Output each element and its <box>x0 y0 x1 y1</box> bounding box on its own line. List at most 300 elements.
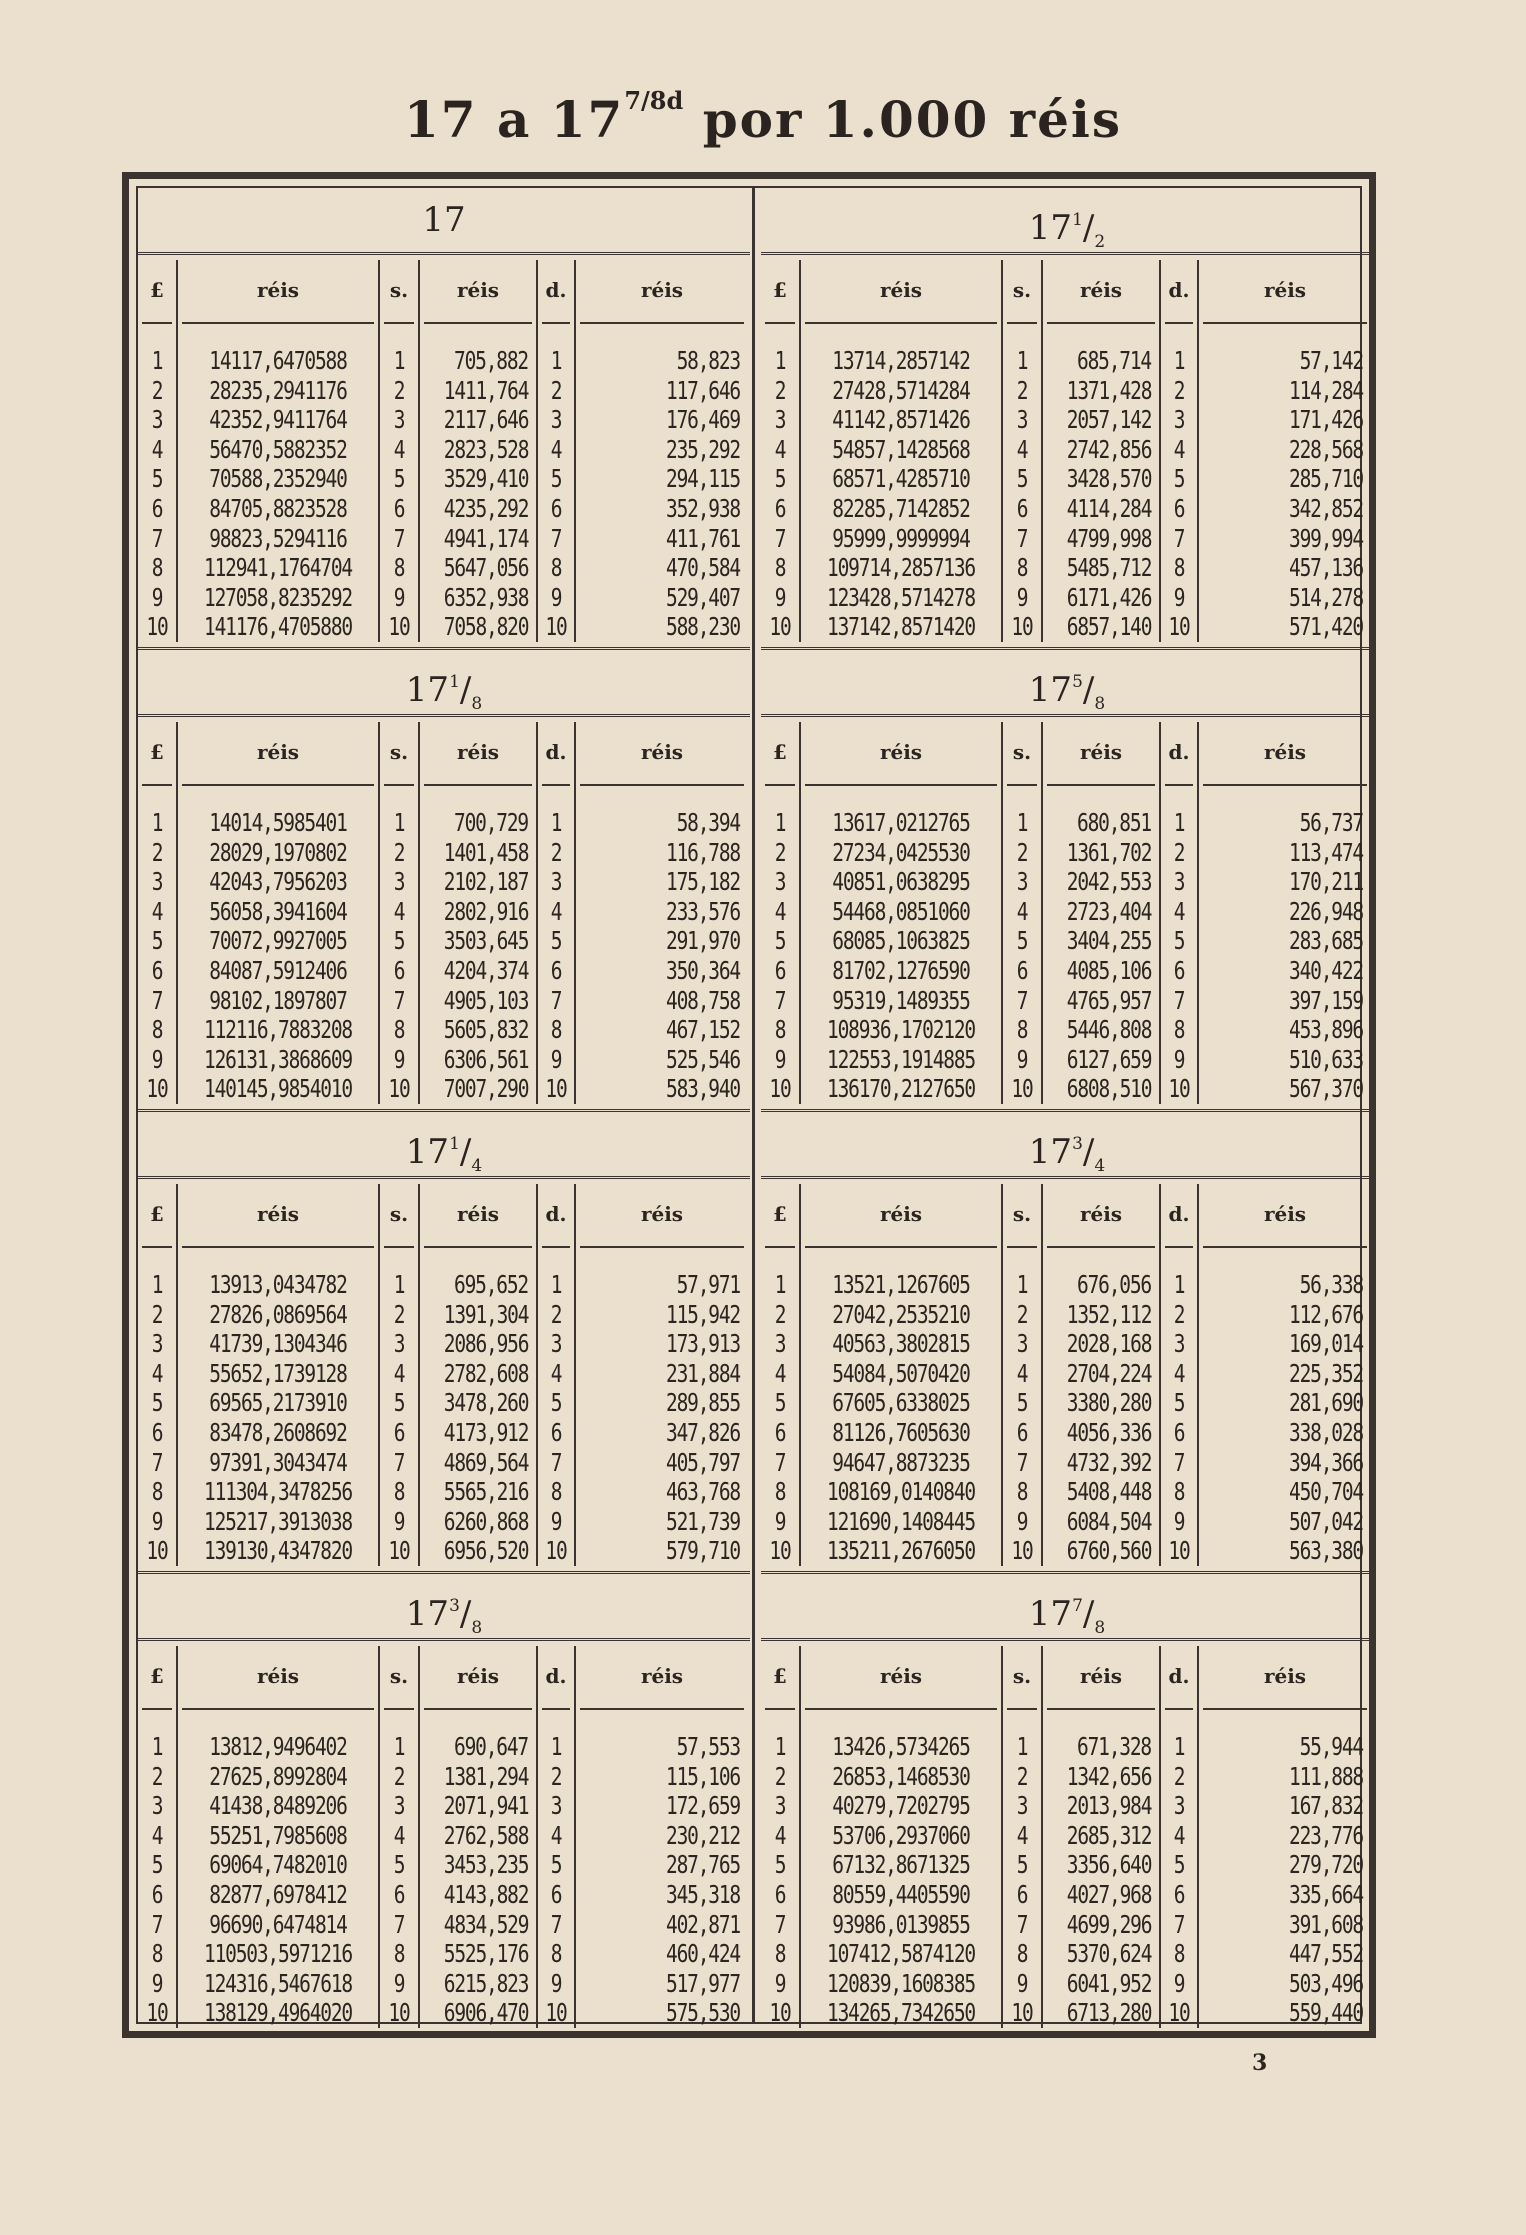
row-index: 5 <box>774 926 786 956</box>
reis-value: 55251,7985608 <box>209 1820 347 1850</box>
rate-block-header <box>138 1112 750 1179</box>
row-index: 5 <box>1173 1850 1185 1880</box>
rate-block-header <box>761 188 1373 255</box>
reis-value: 335,664 <box>1289 1880 1363 1909</box>
table-row <box>761 1732 1373 1762</box>
reis-value: 82877,6978412 <box>209 1880 347 1909</box>
reis-value: 3529,410 <box>443 464 529 494</box>
row-index: 9 <box>1016 582 1028 612</box>
row-index: 5 <box>393 464 405 494</box>
table-row <box>761 956 1373 986</box>
row-index: 5 <box>550 926 562 956</box>
rate-block <box>138 1112 750 1574</box>
reis-value: 281,690 <box>1289 1388 1363 1418</box>
reis-value: 82285,7142852 <box>832 494 970 523</box>
rate-frac-slash: / <box>1082 670 1095 710</box>
table-row <box>138 524 750 554</box>
reis-value: 399,994 <box>1289 523 1363 553</box>
reis-value: 467,152 <box>666 1015 740 1045</box>
rate-block <box>138 188 750 650</box>
column-heading-rule <box>424 1708 532 1710</box>
table-row <box>761 1536 1373 1566</box>
table-row <box>138 1507 750 1537</box>
reis-value: 27625,8992804 <box>209 1761 347 1791</box>
row-index: 9 <box>774 582 786 612</box>
row-index: 7 <box>151 1909 163 1939</box>
reis-value: 123428,5714278 <box>827 582 975 612</box>
reis-value: 4143,882 <box>443 1880 529 1909</box>
row-index: 8 <box>1016 1015 1028 1045</box>
column-heading-rule <box>765 322 795 324</box>
reis-value: 13714,2857142 <box>832 346 970 375</box>
row-index: 5 <box>1173 464 1185 494</box>
reis-value: 127058,8235292 <box>204 582 352 612</box>
reis-value: 294,115 <box>666 464 740 494</box>
row-index: 2 <box>151 375 163 405</box>
row-index: 8 <box>393 553 405 583</box>
row-index: 6 <box>393 1418 405 1447</box>
reis-value: 112116,7883208 <box>204 1015 352 1045</box>
row-index: 9 <box>1173 1506 1185 1536</box>
reis-value: 235,292 <box>666 434 740 464</box>
row-index: 3 <box>393 405 405 435</box>
table-row <box>138 1821 750 1851</box>
column-heading-rule <box>1203 1246 1367 1248</box>
rate-frac-denominator: 8 <box>471 1618 483 1638</box>
row-index: 7 <box>550 985 562 1015</box>
table-row <box>138 1880 750 1910</box>
reis-value: 55652,1739128 <box>209 1358 347 1388</box>
column-heading-rule <box>542 1246 570 1248</box>
reis-value: 167,832 <box>1289 1791 1363 1821</box>
row-index: 1 <box>1173 1270 1185 1299</box>
reis-value: 140145,9854010 <box>204 1074 352 1104</box>
row-index: 1 <box>1173 808 1185 837</box>
reis-value: 70072,9927005 <box>209 926 347 956</box>
table-row <box>138 1762 750 1792</box>
reis-value: 4056,336 <box>1066 1418 1152 1447</box>
row-index: 4 <box>1016 1820 1028 1850</box>
reis-value: 529,407 <box>666 582 740 612</box>
row-index: 2 <box>393 837 405 867</box>
reis-value: 6760,560 <box>1066 1536 1152 1566</box>
column-heading-rule <box>182 1246 374 1248</box>
table-row <box>138 464 750 494</box>
table-row <box>138 1448 750 1478</box>
table-row <box>761 494 1373 524</box>
row-index: 4 <box>151 1820 163 1850</box>
reis-value: 5565,216 <box>443 1477 529 1507</box>
reis-value: 6808,510 <box>1066 1074 1152 1104</box>
reis-value: 55,944 <box>1299 1732 1363 1761</box>
row-index: 10 <box>769 1074 791 1104</box>
row-index: 5 <box>1016 926 1028 956</box>
column-heading-rule <box>384 1246 414 1248</box>
row-index: 6 <box>1016 1880 1028 1909</box>
reis-value: 5525,176 <box>443 1939 529 1969</box>
reis-value: 6857,140 <box>1066 612 1152 642</box>
rate-whole: 17 <box>1028 670 1073 710</box>
table-row <box>138 897 750 927</box>
row-index: 8 <box>550 1015 562 1045</box>
reis-value: 96690,6474814 <box>209 1909 347 1939</box>
row-index: 4 <box>550 1820 562 1850</box>
row-index: 10 <box>545 1998 567 2028</box>
rate-block-header <box>761 1112 1373 1179</box>
row-index: 8 <box>774 1015 786 1045</box>
column-heading-rule <box>424 784 532 786</box>
reis-value: 136170,2127650 <box>827 1074 975 1104</box>
page-number: 3 <box>1252 2050 1268 2076</box>
reis-value: 4799,998 <box>1066 523 1152 553</box>
row-index: 9 <box>151 582 163 612</box>
reis-value: 57,142 <box>1299 346 1363 375</box>
rate-frac-denominator: 4 <box>471 1156 483 1176</box>
row-index: 7 <box>1016 1909 1028 1939</box>
row-index: 10 <box>388 1998 410 2028</box>
reis-value: 81126,7605630 <box>832 1418 970 1447</box>
reis-value: 463,768 <box>666 1477 740 1507</box>
table-row <box>761 1300 1373 1330</box>
row-index: 8 <box>550 553 562 583</box>
row-index: 8 <box>774 1939 786 1969</box>
reis-value: 27826,0869564 <box>209 1299 347 1329</box>
table-row <box>761 1074 1373 1104</box>
reis-value: 4027,968 <box>1066 1880 1152 1909</box>
row-index: 10 <box>1168 1536 1190 1566</box>
row-index: 7 <box>151 523 163 553</box>
column-heading-rule <box>1047 322 1155 324</box>
column-heading-rule <box>384 1708 414 1710</box>
rate-block <box>761 188 1373 650</box>
table-row <box>138 376 750 406</box>
table-row <box>761 1762 1373 1792</box>
row-index: 8 <box>393 1015 405 1045</box>
column-heading-rule <box>542 1708 570 1710</box>
row-index: 7 <box>393 1909 405 1939</box>
column-heading: réis <box>456 1664 500 1688</box>
reis-value: 173,913 <box>666 1329 740 1359</box>
column-heading-rule <box>765 1708 795 1710</box>
row-index: 3 <box>1016 867 1028 897</box>
reis-value: 228,568 <box>1289 434 1363 464</box>
reis-value: 2102,187 <box>443 867 529 897</box>
row-index: 1 <box>1016 1732 1028 1761</box>
reis-value: 4869,564 <box>443 1447 529 1477</box>
rate-whole: 17 <box>422 200 466 240</box>
reis-value: 2742,856 <box>1066 434 1152 464</box>
rate-whole: 17 <box>1028 1132 1073 1172</box>
reis-value: 41142,8571426 <box>832 405 970 435</box>
row-index: 10 <box>388 612 410 642</box>
column-heading: réis <box>879 740 923 764</box>
row-index: 6 <box>550 1418 562 1447</box>
reis-value: 109714,2857136 <box>827 553 975 583</box>
rate-frac-numerator: 1 <box>449 672 460 692</box>
column-heading-rule <box>182 322 374 324</box>
table-row <box>761 1880 1373 1910</box>
table-row <box>138 1045 750 1075</box>
reis-value: 95999,9999994 <box>832 523 970 553</box>
reis-value: 6084,504 <box>1066 1506 1152 1536</box>
reis-value: 289,855 <box>666 1388 740 1418</box>
row-index: 4 <box>774 434 786 464</box>
row-index: 1 <box>1173 346 1185 375</box>
table-row <box>138 346 750 376</box>
table-row <box>138 1536 750 1566</box>
column-heading: réis <box>879 1202 923 1226</box>
column-heading: d. <box>545 278 567 302</box>
row-index: 10 <box>545 612 567 642</box>
reis-value: 4732,392 <box>1066 1447 1152 1477</box>
reis-value: 97391,3043474 <box>209 1447 347 1477</box>
row-index: 10 <box>1011 612 1033 642</box>
reis-value: 6306,561 <box>443 1044 529 1074</box>
row-index: 1 <box>393 1270 405 1299</box>
reis-value: 53706,2937060 <box>832 1820 970 1850</box>
table-row <box>761 1418 1373 1448</box>
reis-value: 402,871 <box>666 1909 740 1939</box>
reis-value: 4834,529 <box>443 1909 529 1939</box>
reis-value: 2042,553 <box>1066 867 1152 897</box>
reis-value: 14117,6470588 <box>209 346 347 375</box>
column-heading: réis <box>256 1664 300 1688</box>
reis-value: 68085,1063825 <box>832 926 970 956</box>
reis-value: 98102,1897807 <box>209 985 347 1015</box>
reis-value: 67605,6338025 <box>832 1388 970 1418</box>
row-index: 2 <box>1173 837 1185 867</box>
table-row <box>761 1388 1373 1418</box>
row-index: 1 <box>393 346 405 375</box>
table-row <box>138 1388 750 1418</box>
reis-value: 391,608 <box>1289 1909 1363 1939</box>
row-index: 1 <box>151 1732 163 1761</box>
row-index: 10 <box>146 1074 168 1104</box>
reis-value: 347,826 <box>666 1418 740 1447</box>
table-row <box>138 1998 750 2028</box>
reis-value: 124316,5467618 <box>204 1968 352 1998</box>
table-frame <box>122 172 1376 2038</box>
reis-value: 42043,7956203 <box>209 867 347 897</box>
row-index: 9 <box>1016 1044 1028 1074</box>
row-index: 7 <box>1173 985 1185 1015</box>
column-heading-rule <box>765 784 795 786</box>
column-heading-rule <box>1203 322 1367 324</box>
reis-value: 57,553 <box>676 1732 740 1761</box>
row-index: 5 <box>1173 1388 1185 1418</box>
column-heading-rule <box>1047 784 1155 786</box>
title-rest: por 1.000 réis <box>702 90 1123 149</box>
reis-value: 2117,646 <box>443 405 529 435</box>
row-index: 8 <box>1016 1939 1028 1969</box>
row-index: 3 <box>393 867 405 897</box>
row-index: 9 <box>393 1968 405 1998</box>
row-index: 10 <box>388 1074 410 1104</box>
column-heading: réis <box>456 1202 500 1226</box>
row-index: 4 <box>1016 896 1028 926</box>
reis-value: 1381,294 <box>443 1761 529 1791</box>
column-heading: réis <box>1263 1664 1307 1688</box>
table-row <box>138 1074 750 1104</box>
column-heading: d. <box>545 1202 567 1226</box>
reis-value: 525,546 <box>666 1044 740 1074</box>
reis-value: 408,758 <box>666 985 740 1015</box>
row-index: 10 <box>388 1536 410 1566</box>
row-index: 3 <box>550 1791 562 1821</box>
table-row <box>138 553 750 583</box>
table-row <box>138 1791 750 1821</box>
reis-value: 6215,823 <box>443 1968 529 1998</box>
column-heading-rule <box>1203 784 1367 786</box>
row-index: 9 <box>774 1968 786 1998</box>
reis-value: 2782,608 <box>443 1358 529 1388</box>
reis-value: 340,422 <box>1289 956 1363 985</box>
row-index: 2 <box>1016 1761 1028 1791</box>
reis-value: 56058,3941604 <box>209 896 347 926</box>
column-heading-rule <box>1007 784 1037 786</box>
row-index: 7 <box>774 1909 786 1939</box>
reis-value: 4085,106 <box>1066 956 1152 985</box>
row-index: 2 <box>151 1299 163 1329</box>
reis-value: 40851,0638295 <box>832 867 970 897</box>
reis-value: 5370,624 <box>1066 1939 1152 1969</box>
row-index: 6 <box>393 1880 405 1909</box>
reis-value: 108169,0140840 <box>827 1477 975 1507</box>
reis-value: 1391,304 <box>443 1299 529 1329</box>
reis-value: 279,720 <box>1289 1850 1363 1880</box>
column-heading-rule <box>580 1246 744 1248</box>
table-row <box>761 346 1373 376</box>
reis-value: 126131,3868609 <box>204 1044 352 1074</box>
row-index: 6 <box>550 1880 562 1909</box>
reis-value: 112,676 <box>1289 1299 1363 1329</box>
reis-value: 94647,8873235 <box>832 1447 970 1477</box>
reis-value: 95319,1489355 <box>832 985 970 1015</box>
row-index: 8 <box>1173 1477 1185 1507</box>
row-index: 10 <box>146 612 168 642</box>
table-row <box>761 1448 1373 1478</box>
table-row <box>138 808 750 838</box>
reis-value: 2071,941 <box>443 1791 529 1821</box>
row-index: 10 <box>1011 1074 1033 1104</box>
column-heading: d. <box>1168 740 1190 764</box>
row-index: 9 <box>550 1506 562 1536</box>
row-index: 4 <box>151 434 163 464</box>
column-heading: £ <box>150 1664 164 1688</box>
reis-value: 338,028 <box>1289 1418 1363 1447</box>
rate-frac-denominator: 4 <box>1094 1156 1106 1176</box>
row-index: 4 <box>774 1358 786 1388</box>
row-index: 5 <box>774 1850 786 1880</box>
row-index: 7 <box>550 1909 562 1939</box>
rate-frac-slash: / <box>1082 1132 1095 1172</box>
table-row <box>761 1821 1373 1851</box>
column-heading-rule <box>1047 1708 1155 1710</box>
column-heading: s. <box>1012 1202 1032 1226</box>
row-index: 7 <box>393 523 405 553</box>
column-heading: réis <box>640 278 684 302</box>
title-frac: 7/8d <box>624 86 684 115</box>
rate-frac-numerator: 1 <box>449 1134 460 1154</box>
row-index: 10 <box>1011 1998 1033 2028</box>
reis-value: 460,424 <box>666 1939 740 1969</box>
column-heading-rule <box>424 1246 532 1248</box>
reis-value: 5485,712 <box>1066 553 1152 583</box>
row-index: 5 <box>151 464 163 494</box>
reis-value: 81702,1276590 <box>832 956 970 985</box>
reis-value: 345,318 <box>666 1880 740 1909</box>
reis-value: 6127,659 <box>1066 1044 1152 1074</box>
row-index: 9 <box>151 1968 163 1998</box>
rate-block <box>138 650 750 1112</box>
reis-value: 68571,4285710 <box>832 464 970 494</box>
row-index: 9 <box>151 1044 163 1074</box>
rate-block-header <box>138 1574 750 1641</box>
reis-value: 176,469 <box>666 405 740 435</box>
rate-block-bottom-rule <box>761 642 1373 650</box>
row-index: 2 <box>550 837 562 867</box>
reis-value: 3404,255 <box>1066 926 1152 956</box>
column-heading: s. <box>389 278 409 302</box>
column-heading: s. <box>389 1202 409 1226</box>
row-index: 8 <box>1173 1939 1185 1969</box>
row-index: 7 <box>774 1447 786 1477</box>
reis-value: 2723,404 <box>1066 896 1152 926</box>
row-index: 3 <box>550 867 562 897</box>
table-row <box>761 612 1373 642</box>
table-row <box>138 1418 750 1448</box>
row-index: 5 <box>393 926 405 956</box>
reis-value: 69565,2173910 <box>209 1388 347 1418</box>
reis-value: 110503,5971216 <box>204 1939 352 1969</box>
table-row <box>761 1910 1373 1940</box>
reis-value: 3503,645 <box>443 926 529 956</box>
column-heading: s. <box>1012 278 1032 302</box>
table-row <box>138 1329 750 1359</box>
row-index: 6 <box>774 1880 786 1909</box>
column-heading: réis <box>1079 740 1123 764</box>
table-row <box>138 435 750 465</box>
column-heading-rule <box>142 1246 172 1248</box>
reis-value: 450,704 <box>1289 1477 1363 1507</box>
rate-block <box>761 1574 1373 2036</box>
table-row <box>761 583 1373 613</box>
reis-value: 6713,280 <box>1066 1998 1152 2028</box>
column-heading: réis <box>640 1664 684 1688</box>
row-index: 8 <box>151 1939 163 1969</box>
reis-value: 80559,4405590 <box>832 1880 970 1909</box>
reis-value: 28235,2941176 <box>209 375 347 405</box>
row-index: 6 <box>151 1880 163 1909</box>
reis-value: 93986,0139855 <box>832 1909 970 1939</box>
reis-value: 1361,702 <box>1066 837 1152 867</box>
column-heading: réis <box>1263 1202 1307 1226</box>
row-index: 6 <box>1173 494 1185 523</box>
reis-value: 405,797 <box>666 1447 740 1477</box>
reis-value: 41739,1304346 <box>209 1329 347 1359</box>
table-row <box>138 612 750 642</box>
column-heading: £ <box>150 1202 164 1226</box>
reis-value: 457,136 <box>1289 553 1363 583</box>
reis-value: 13521,1267605 <box>832 1270 970 1299</box>
table-row <box>761 1045 1373 1075</box>
row-index: 3 <box>1173 405 1185 435</box>
rate-block <box>138 1574 750 2036</box>
reis-value: 6352,938 <box>443 582 529 612</box>
reis-value: 6041,952 <box>1066 1968 1152 1998</box>
row-index: 2 <box>151 1761 163 1791</box>
row-index: 3 <box>1016 1791 1028 1821</box>
